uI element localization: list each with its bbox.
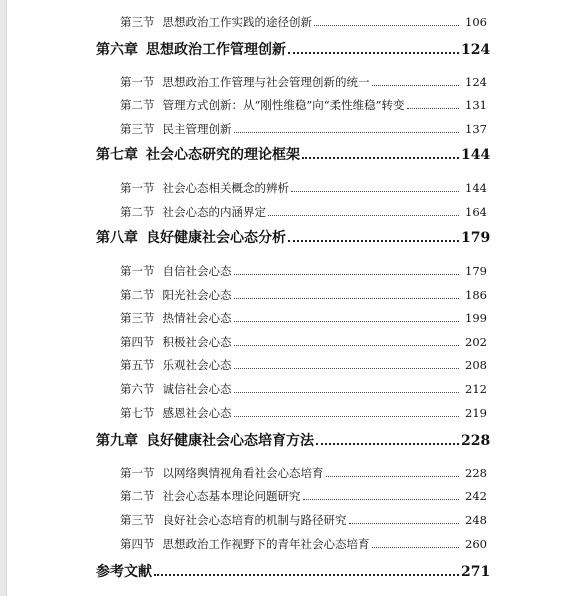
toc-entry-label xyxy=(120,97,405,113)
toc-entry-number: 第一节 xyxy=(120,181,155,195)
dot-leader xyxy=(302,147,459,159)
dot-leader xyxy=(316,433,459,445)
toc-entry-label xyxy=(120,381,232,397)
toc-page-number: 144 xyxy=(465,181,487,195)
toc-chapter-entry[interactable] xyxy=(96,430,491,450)
toc-entry-title: 自信社会心态 xyxy=(162,264,232,278)
toc-page-number: 164 xyxy=(465,205,487,219)
toc-entry-label xyxy=(120,287,232,303)
toc-chapter-entry[interactable] xyxy=(96,39,491,59)
toc-entry-label xyxy=(120,357,232,373)
toc-page-number: 219 xyxy=(465,406,487,420)
toc-entry-title: 感恩社会心态 xyxy=(162,406,232,420)
toc-page-number: 260 xyxy=(465,537,487,551)
toc-section-entry[interactable] xyxy=(96,14,487,30)
toc-page-number: 137 xyxy=(465,122,487,136)
toc-page-number: 212 xyxy=(465,382,487,396)
toc-entry-label xyxy=(120,121,232,137)
toc-entry-title: 诚信社会心态 xyxy=(162,382,232,396)
toc-entry-number: 第六节 xyxy=(120,382,155,396)
toc-entry-label xyxy=(96,430,314,450)
dot-leader xyxy=(303,491,460,500)
toc-page-number: 124 xyxy=(465,75,487,89)
toc-entry-title: 积极社会心态 xyxy=(162,335,232,349)
toc-entry-label xyxy=(120,465,324,481)
dot-leader xyxy=(154,564,459,576)
toc-entry-number: 第一节 xyxy=(120,466,155,480)
dot-leader xyxy=(326,468,460,477)
toc-entry-number: 第二节 xyxy=(120,205,155,219)
toc-entry-label xyxy=(120,512,347,528)
toc-entry-number: 第二节 xyxy=(120,288,155,302)
dot-leader xyxy=(234,313,460,322)
dot-leader xyxy=(407,100,459,109)
toc-entry-number: 第五节 xyxy=(120,358,155,372)
dot-leader xyxy=(349,515,460,524)
dot-leader xyxy=(234,408,460,417)
toc-entry-number: 第七节 xyxy=(120,406,155,420)
toc-entry-title: 参考文献 xyxy=(96,564,152,580)
toc-entry-number: 第一节 xyxy=(120,264,155,278)
toc-entry-label xyxy=(96,144,300,164)
toc-entry-title: 热情社会心态 xyxy=(162,311,232,325)
toc-entry-label xyxy=(96,561,152,581)
toc-entry-label xyxy=(120,204,266,220)
toc-page-number: 131 xyxy=(465,98,487,112)
toc-chapter-entry[interactable] xyxy=(96,144,491,164)
toc-entry-label xyxy=(120,180,289,196)
toc-section-entry[interactable] xyxy=(96,405,487,421)
toc-entry-title: 良好健康社会心态分析 xyxy=(146,230,286,246)
toc-entry-label xyxy=(120,263,232,279)
dot-leader xyxy=(268,207,459,216)
toc-section-entry[interactable] xyxy=(96,204,487,220)
toc-entry-title: 以网络舆情视角看社会心态培育 xyxy=(162,466,324,480)
toc-entry-title: 民主管理创新 xyxy=(162,122,232,136)
toc-chapter-entry[interactable] xyxy=(96,227,491,247)
toc-entry-title: 社会心态相关概念的辨析 xyxy=(162,181,289,195)
toc-entry-label xyxy=(120,405,232,421)
toc-page-number: 179 xyxy=(465,264,487,278)
toc-entry-label xyxy=(96,227,286,247)
toc-entry-label xyxy=(120,74,370,90)
toc-entry-number: 第二节 xyxy=(120,489,155,503)
toc-chapter-entry[interactable] xyxy=(96,561,491,581)
toc-section-entry[interactable] xyxy=(96,334,487,350)
toc-entry-title: 良好健康社会心态培育方法 xyxy=(146,433,314,449)
toc-entry-title: 思想政治工作实践的途径创新 xyxy=(162,15,312,29)
toc-section-entry[interactable] xyxy=(96,357,487,373)
toc-page-number: 144 xyxy=(461,147,491,163)
toc-entry-title: 社会心态的内涵界定 xyxy=(162,205,266,219)
toc-entry-title: 思想政治工作视野下的青年社会心态培育 xyxy=(162,537,370,551)
toc-entry-title: 良好社会心态培育的机制与路径研究 xyxy=(162,513,347,527)
toc-page-number: 179 xyxy=(461,230,491,246)
toc-entry-label xyxy=(120,536,370,552)
toc-section-entry[interactable] xyxy=(96,465,487,481)
toc-page-number: 106 xyxy=(465,15,487,29)
toc-entry-title: 阳光社会心态 xyxy=(162,288,232,302)
dot-leader xyxy=(288,42,459,54)
toc-entry-number: 第七章 xyxy=(96,147,138,163)
toc-section-entry[interactable] xyxy=(96,287,487,303)
toc-page-number: 186 xyxy=(465,288,487,302)
dot-leader xyxy=(234,360,460,369)
toc-entry-label xyxy=(120,488,301,504)
toc-page-number: 199 xyxy=(465,311,487,325)
toc-entry-number: 第三节 xyxy=(120,15,155,29)
toc-section-entry[interactable] xyxy=(96,180,487,196)
dot-leader xyxy=(234,384,460,393)
toc-entry-number: 第四节 xyxy=(120,537,155,551)
toc-page-number: 208 xyxy=(465,358,487,372)
dot-leader xyxy=(372,539,460,548)
toc-entry-title: 管理方式创新：从“刚性维稳”向“柔性维稳”转变 xyxy=(162,98,405,112)
toc-entry-title: 思想政治工作管理与社会管理创新的统一 xyxy=(162,75,370,89)
dot-leader xyxy=(288,230,459,242)
dot-leader xyxy=(234,337,460,346)
dot-leader xyxy=(234,266,460,275)
toc-entry-title: 乐观社会心态 xyxy=(162,358,232,372)
page-edge xyxy=(0,0,7,596)
toc-page-number: 242 xyxy=(465,489,487,503)
toc-entry-label xyxy=(120,334,232,350)
toc-entry-number: 第二节 xyxy=(120,98,155,112)
toc-entry-number: 第三节 xyxy=(120,513,155,527)
toc-page-number: 271 xyxy=(461,564,491,580)
toc-page-number: 228 xyxy=(465,466,487,480)
toc-page-number: 202 xyxy=(465,335,487,349)
dot-leader xyxy=(372,77,460,86)
toc-entry-number: 第四节 xyxy=(120,335,155,349)
toc-page-number: 248 xyxy=(465,513,487,527)
toc-entry-number: 第三节 xyxy=(120,311,155,325)
toc-entry-number: 第八章 xyxy=(96,230,138,246)
toc-entry-label xyxy=(120,310,232,326)
toc-entry-number: 第九章 xyxy=(96,433,138,449)
dot-leader xyxy=(234,290,460,299)
toc-entry-number: 第一节 xyxy=(120,75,155,89)
toc-page-number: 124 xyxy=(461,42,491,58)
toc-section-entry[interactable] xyxy=(96,310,487,326)
toc-section-entry[interactable] xyxy=(96,488,487,504)
toc-entry-number: 第三节 xyxy=(120,122,155,136)
toc-section-entry[interactable] xyxy=(96,121,487,137)
toc-section-entry[interactable] xyxy=(96,381,487,397)
toc-entry-label xyxy=(120,14,312,30)
toc-entry-number: 第六章 xyxy=(96,42,138,58)
toc-section-entry[interactable] xyxy=(96,74,487,90)
toc-entry-title: 社会心态研究的理论框架 xyxy=(146,147,300,163)
toc-section-entry[interactable] xyxy=(96,97,487,113)
toc-section-entry[interactable] xyxy=(96,536,487,552)
toc-page-number: 228 xyxy=(461,433,491,449)
dot-leader xyxy=(234,124,460,133)
dot-leader xyxy=(314,17,459,26)
toc-entry-label xyxy=(96,39,286,59)
toc-entry-title: 社会心态基本理论问题研究 xyxy=(162,489,301,503)
toc-section-entry[interactable] xyxy=(96,512,487,528)
toc-entry-title: 思想政治工作管理创新 xyxy=(146,42,286,58)
toc-section-entry[interactable] xyxy=(96,263,487,279)
dot-leader xyxy=(291,183,459,192)
